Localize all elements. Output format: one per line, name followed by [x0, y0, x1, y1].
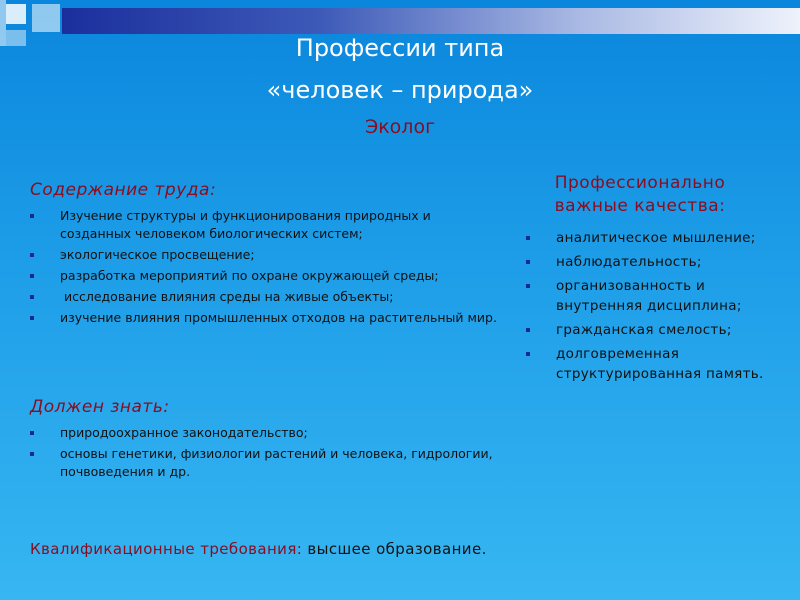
bullet-icon	[30, 316, 34, 320]
qualities-heading	[520, 172, 760, 218]
list-item-text: основы генетики, физиологии растений и человека, гидрологии, почвоведения и др.	[60, 446, 493, 479]
bullet-icon	[30, 431, 34, 435]
bullet-icon	[30, 274, 34, 278]
slide-title-line1: Профессии типа	[295, 34, 505, 62]
list-item	[520, 320, 790, 340]
list-item	[30, 424, 500, 442]
list-item	[520, 276, 790, 316]
list-item-text: природоохранное законодательство;	[60, 425, 308, 440]
list-item-text: долговременная структурированная память.	[556, 346, 764, 382]
list-item	[520, 252, 790, 272]
bullet-icon	[30, 214, 34, 218]
slide-subtitle: Эколог	[364, 116, 436, 138]
decor-square	[6, 4, 26, 24]
knowledge-list	[30, 424, 500, 484]
list-item	[30, 309, 500, 327]
top-banner	[62, 8, 800, 34]
list-item-text: наблюдательность;	[556, 254, 702, 270]
list-item	[30, 207, 500, 243]
list-item-text: организованность и внутренняя дисциплина;	[556, 278, 742, 314]
list-item	[520, 228, 790, 248]
slide-title-line2: «человек – природа»	[266, 76, 534, 104]
bullet-icon	[526, 284, 530, 288]
qualities-heading-line2: важные качества:	[554, 196, 726, 216]
bullet-icon	[526, 328, 530, 332]
list-item-text: аналитическое мышление;	[556, 230, 756, 246]
list-item-text: исследование влияния среды на живые объекты;	[60, 289, 394, 304]
bullet-icon	[30, 295, 34, 299]
qualities-heading-line1: Профессионально	[554, 173, 726, 193]
list-item	[30, 288, 500, 306]
content-list	[30, 207, 500, 330]
list-item	[520, 344, 790, 384]
bullet-icon	[526, 352, 530, 356]
list-item	[30, 445, 500, 481]
list-item-text: изучение влияния промышленных отходов на растительный мир.	[60, 310, 497, 325]
list-item-text: гражданская смелость;	[556, 322, 732, 338]
bullet-icon	[30, 253, 34, 257]
bullet-icon	[526, 260, 530, 264]
content-heading: Содержание труда:	[30, 180, 217, 200]
requirements-label: Квалификационные требования:	[30, 540, 303, 558]
requirements-value: высшее образование.	[302, 540, 487, 558]
list-item-text: разработка мероприятий по охране окружающей среды;	[60, 268, 439, 283]
list-item-text: экологическое просвещение;	[60, 247, 255, 262]
list-item-text: Изучение структуры и функционирования природных и созданных человеком биологических систем;	[60, 208, 431, 241]
bullet-icon	[526, 236, 530, 240]
list-item	[30, 267, 500, 285]
qualities-list	[520, 228, 790, 388]
knowledge-heading: Должен знать:	[30, 397, 170, 417]
list-item	[30, 246, 500, 264]
bullet-icon	[30, 452, 34, 456]
decor-square	[32, 4, 60, 32]
qualification-requirements	[30, 542, 487, 557]
